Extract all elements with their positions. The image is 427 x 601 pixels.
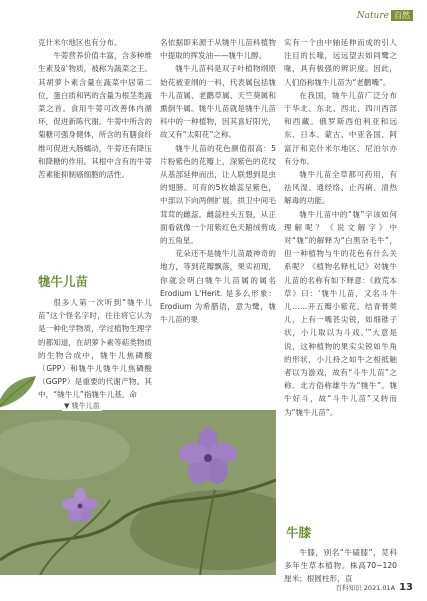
- paragraph: 名依据即来源于从牻牛儿苗科植物中提取的挥发油——牻牛儿醇。: [160, 38, 276, 61]
- journal-issue: 百科知识 2021.01A: [335, 584, 396, 592]
- paragraph: 牻牛儿苗科是双子叶植物纲原始花被亚纲的一科，代表属包括牻牛儿苗属、老鹳草属、天竺葵属和熏倒牛属。牻牛儿苗就是牻牛儿苗科中的一种植物，因其喜好阳光，故又有“太阳花”之称。: [160, 64, 276, 140]
- section-label-en: Nature: [356, 11, 389, 21]
- paragraph: 在我国，牻牛儿苗广泛分布于华北、东北、西北、四川西部和西藏。俄罗斯西伯利亚和远东、日本、蒙古、中亚各国、阿富汗和克什米尔地区、尼泊尔亦有分布。: [284, 90, 397, 166]
- paragraph: 很多人第一次听到“牻牛儿苗”这个怪名字时，往往将它认为是一种化学物质，学过植物生理学的都知道，在胡萝卜素等萜类物质的生物合成中，牻牛儿焦磷酸（GPP）和牻牛儿牻牛儿焦磷酸（GGPP）是重要的代谢产物。其中，“牻牛儿”指牻牛儿基，命: [38, 298, 152, 400]
- photo-caption: ▼ 牻牛儿苗: [64, 402, 100, 410]
- section-heading-langya: 牻牛儿苗: [38, 274, 89, 289]
- column-2: [160, 36, 276, 326]
- paragraph: 牻牛儿苗全草都可药用，有祛风湿、通经络、止泻痢、清热解毒的功能。: [284, 170, 397, 206]
- paragraph: 克什米尔地区也有分布。: [38, 38, 122, 47]
- column-1-top: [38, 36, 152, 181]
- flower-photo: [0, 410, 276, 575]
- section-label-zh: 自然: [391, 10, 413, 21]
- paragraph: 牻牛儿苗中的“牻”字该如何理解呢？《说文解字》中对“牻”的解释为“白黑杂毛牛”，但一种植物与牛的花色有什么关系呢？《植物名释札记》对牻牛儿苗的名称有如下释意：《救荒本草》曰：‘牻牛儿苗，又名斗牛儿……开五瓣小紫花，结青蓇葖儿，上有一嘴甚尖锐，如细锥子状，小儿取以为斗戏。’”大意是说，这种植物的果实尖锐如牛角的形状，小儿持之如牛之相抵触者以为游戏，故有“斗牛儿苗”之称。北方俗称雄牛为“牻牛”。牻牛好斗，故“斗牛儿苗”又转而为“牻牛儿苗”。: [284, 209, 397, 417]
- column-3-bottom: [284, 546, 397, 586]
- paragraph: 牛膝，别名“牛磕膝”，苋科多年生草本植物。株高70~120厘米；根圆柱形，直: [284, 548, 397, 584]
- paragraph: 牛蒡营养价值丰富，含多种维生素及矿物质，被称为蔬菜之王。其胡萝卜素含量在蔬菜中居第二位，蛋白质和钙的含量为根茎类蔬菜之首。食用牛蒡可改善体内循环，促进新陈代谢。牛蒡中所含的菊糖可强身健体，所含的有膳食纤维可促进大肠蠕动，牛蒡还有降压和降糖的作用。其根中含有的牛蒡苦素能抑制癌细胞的活性。: [38, 51, 152, 180]
- section-header: [357, 10, 413, 21]
- leaf-decoration-icon: [0, 374, 38, 410]
- column-1-bottom: [38, 296, 152, 402]
- section-heading-niuxi: 牛膝: [286, 525, 312, 540]
- flower-illustration: [0, 410, 276, 575]
- paragraph: 花朵还不是牻牛儿苗最神奇的地方，等到花瓣飘落，果实初现，你就会明白牻牛儿苗属的属名 Erodium L'Herit. 是多么形象：Erodium 为希腊语，意为鹭，牻牛儿苗的果: [160, 249, 276, 325]
- paragraph: 实有一个由中轴延伸而成的引人注目的长喙，远远望去如同鹭之喙，具有极强的辨识度。因此，人们俗称牻牛儿苗为“老鹳嘴”。: [284, 38, 397, 87]
- page-footer: [336, 582, 413, 593]
- column-3: [284, 36, 397, 419]
- paragraph: 牻牛儿苗的花色颜值很高：5片粉紫色的花瓣上，深紫色的花纹从基部延伸而出，让人联想到昆虫的翅膀。可育的5枚雄蕊呈紫色，中部以下向两侧扩展，拱卫中间毛茸茸的雌蕊。雌蕊柱头五裂，从正面看就像一个用紫红色天鹅绒剪成的五角星。: [160, 143, 276, 246]
- page-number: 13: [399, 582, 413, 593]
